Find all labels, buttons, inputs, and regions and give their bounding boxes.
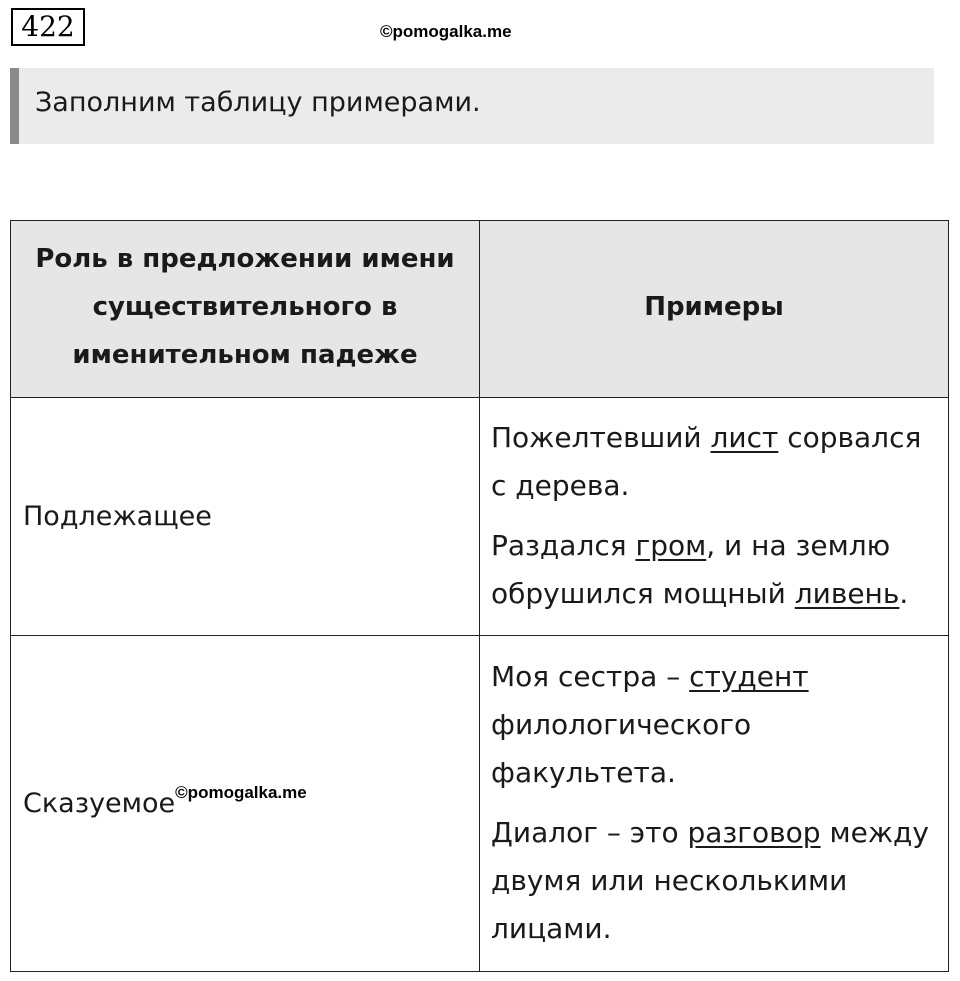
instruction-text: Заполним таблицу примерами. bbox=[35, 87, 481, 118]
task-number: 422 bbox=[11, 8, 85, 46]
example-sentence: Раздался гром, и на землю обрушился мощный ливень. bbox=[491, 528, 909, 610]
role-cell: Сказуемое$^{©pomogalka.me}$ bbox=[11, 636, 480, 972]
underlined-word: ливень bbox=[794, 576, 900, 610]
underlined-word: разговор bbox=[687, 815, 821, 849]
instruction-banner bbox=[10, 68, 934, 144]
examples-cell bbox=[480, 398, 949, 636]
underlined-word: студент bbox=[689, 659, 809, 693]
example-sentence: Пожелтевший лист сорвался с дерева. bbox=[491, 420, 922, 502]
table-row bbox=[11, 398, 949, 636]
examples-table bbox=[10, 220, 949, 972]
role-cell: Подлежащее bbox=[11, 398, 480, 636]
watermark: ©pomogalka.me bbox=[380, 22, 512, 41]
table-header-row bbox=[11, 221, 949, 398]
underlined-word: лист bbox=[710, 420, 779, 454]
examples-cell bbox=[480, 636, 949, 972]
example-sentence: Моя сестра – студент филологического факультета. bbox=[491, 659, 809, 789]
watermark-inline: ©pomogalka.me bbox=[175, 783, 307, 802]
table-row bbox=[11, 636, 949, 972]
underlined-word: гром bbox=[635, 528, 707, 562]
example-sentence: Диалог – это разговор между двумя или несколькими лицами. bbox=[491, 815, 929, 945]
header-examples: Примеры bbox=[480, 221, 949, 398]
header-role: Роль в предложении имени существительного в именительном падеже bbox=[11, 221, 480, 398]
